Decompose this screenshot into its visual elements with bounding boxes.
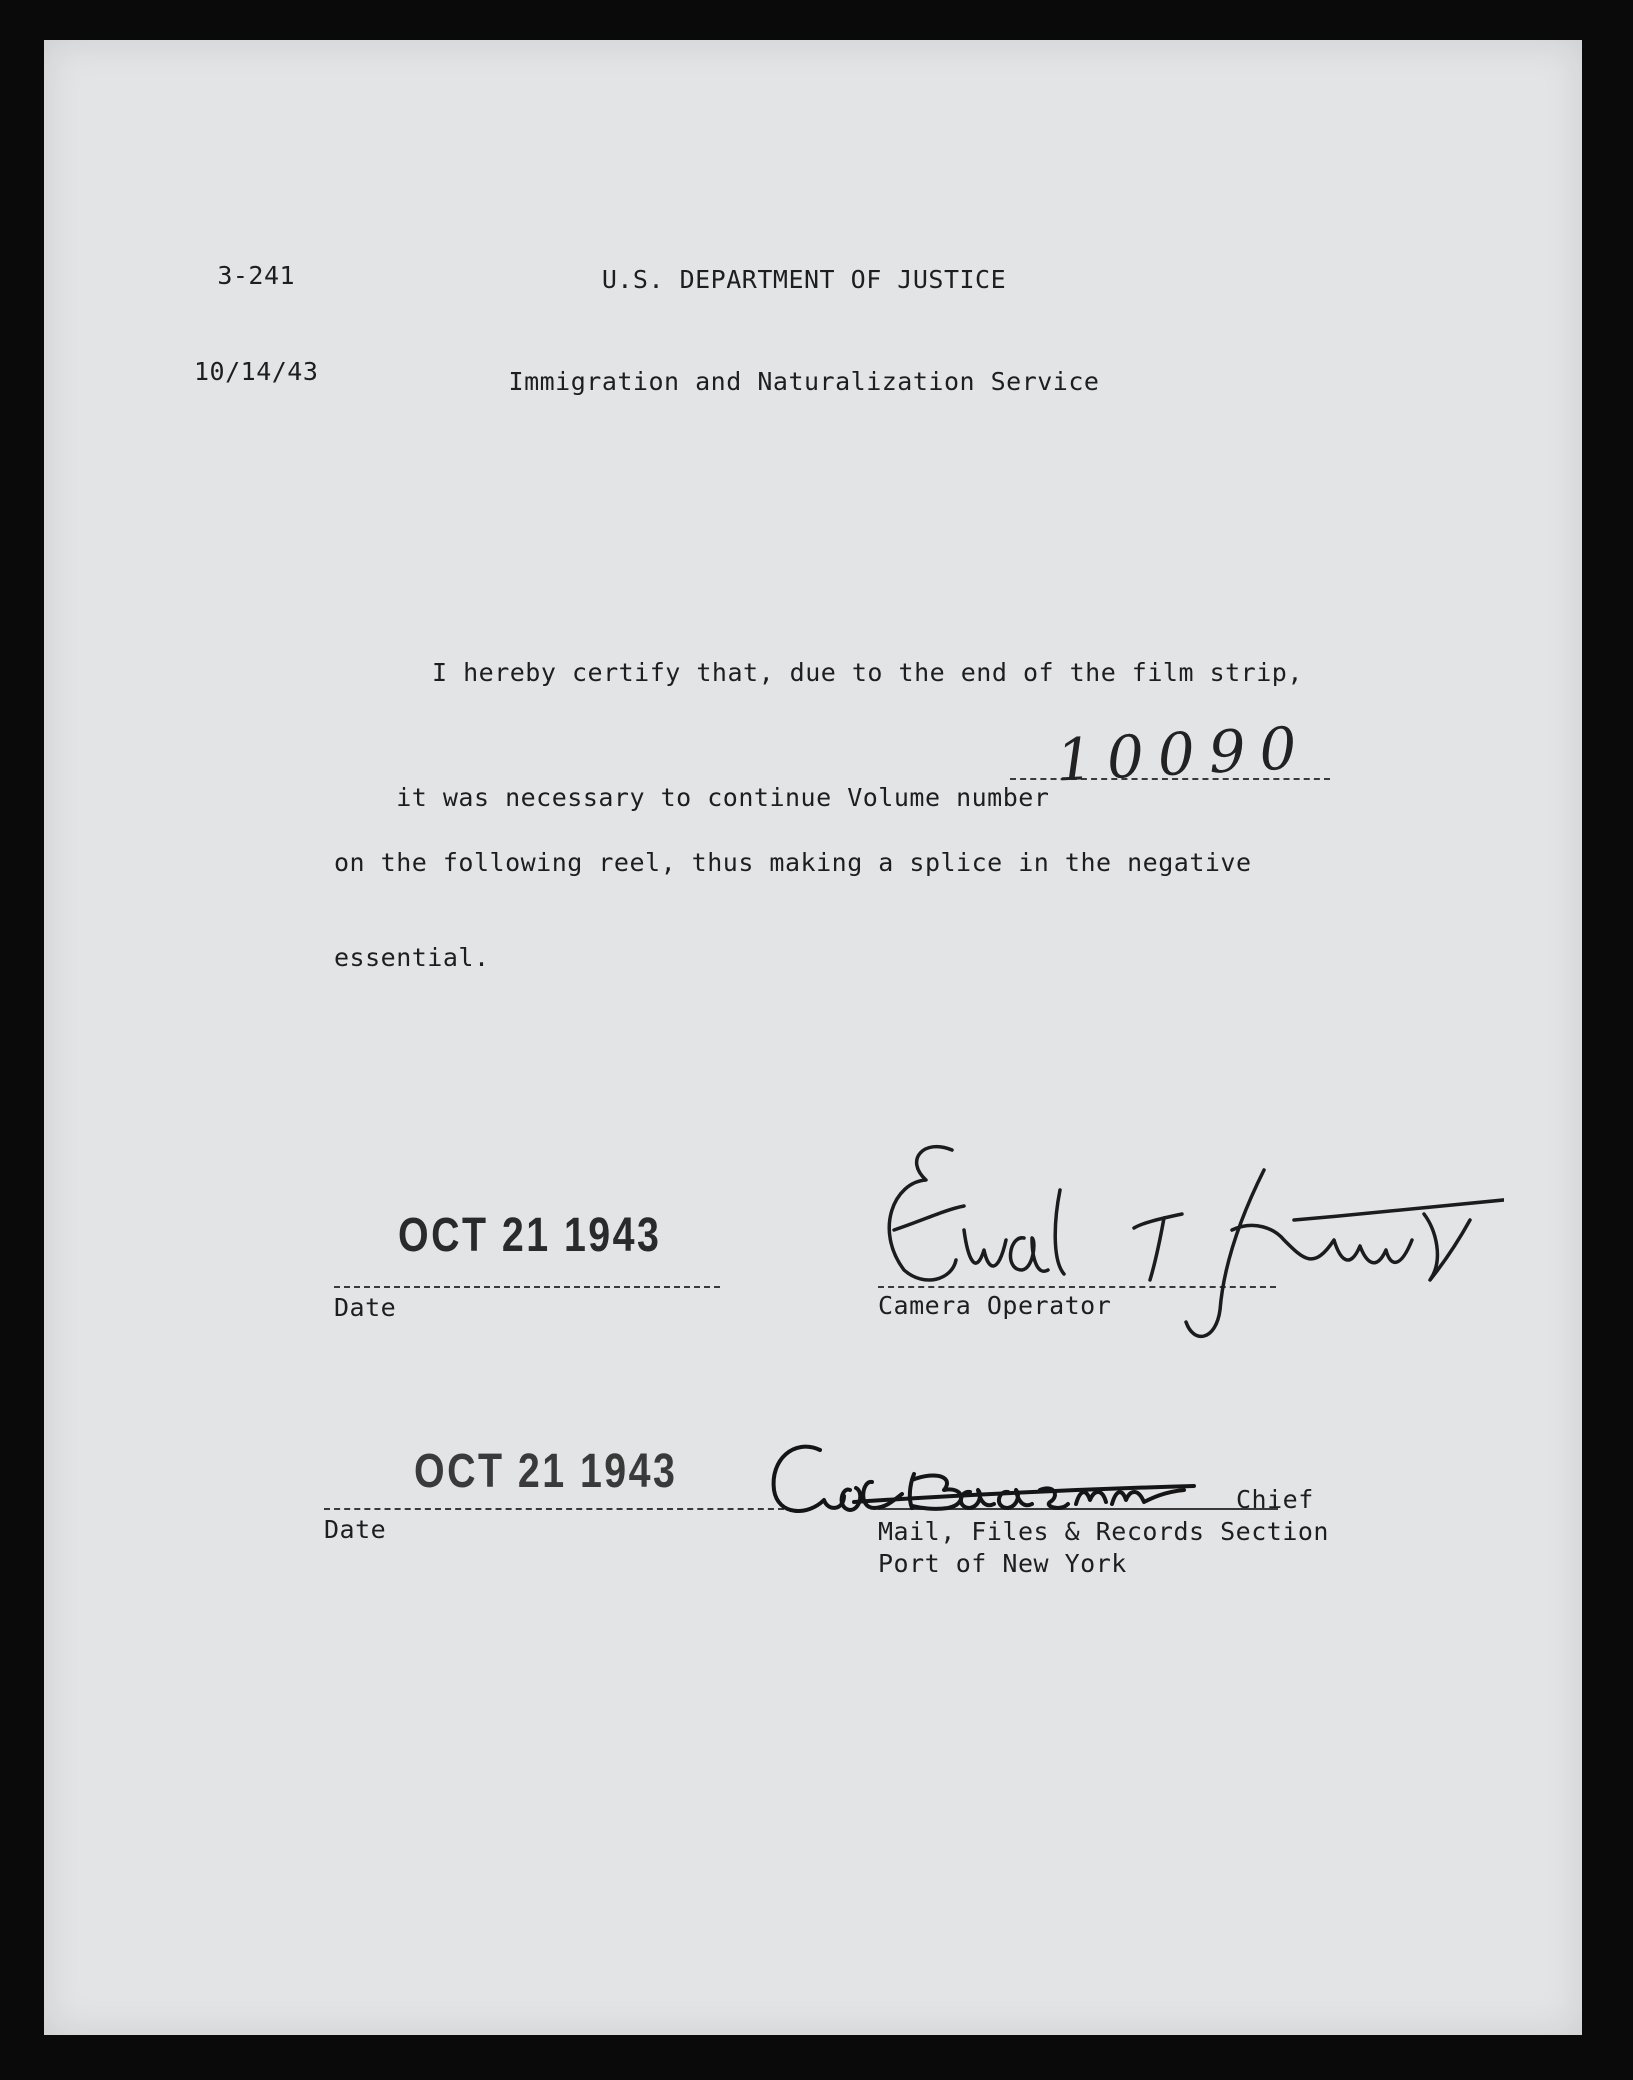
agency-header <box>494 195 1114 467</box>
operator-date-rule <box>334 1286 720 1288</box>
date-stamp-operator: OCT 21 1943 <box>398 1209 662 1262</box>
form-number: 3-241 <box>217 261 296 290</box>
chief-section-line: Mail, Files & Records Section <box>878 1517 1329 1546</box>
service-title: Immigration and Naturalization Service <box>508 367 1100 396</box>
certification-line-2 <box>334 754 1049 841</box>
form-code <box>194 196 318 452</box>
volume-prefix: it was necessary to continue Volume number <box>396 783 1050 812</box>
chief-port-line: Port of New York <box>878 1549 1127 1578</box>
chief-signature <box>724 1420 1284 1540</box>
chief-title: Chief <box>1236 1485 1314 1514</box>
certification-line-3: on the following reel, thus making a splice in the negative <box>334 848 1252 877</box>
operator-date-label: Date <box>334 1293 397 1322</box>
chief-date-label: Date <box>324 1515 387 1544</box>
form-date: 10/14/43 <box>194 357 319 386</box>
document-page <box>44 40 1582 2035</box>
department-title: U.S. DEPARTMENT OF JUSTICE <box>601 265 1007 294</box>
operator-signature-label: Camera Operator <box>878 1291 1112 1320</box>
certification-line-4: essential. <box>334 943 490 972</box>
date-stamp-chief: OCT 21 1943 <box>414 1445 678 1498</box>
operator-signature <box>864 1110 1504 1340</box>
volume-number-handwritten: 10090 <box>1054 713 1313 795</box>
chief-date-rule <box>324 1508 784 1510</box>
certification-line-1: I hereby certify that, due to the end of the film strip, <box>432 658 1303 687</box>
